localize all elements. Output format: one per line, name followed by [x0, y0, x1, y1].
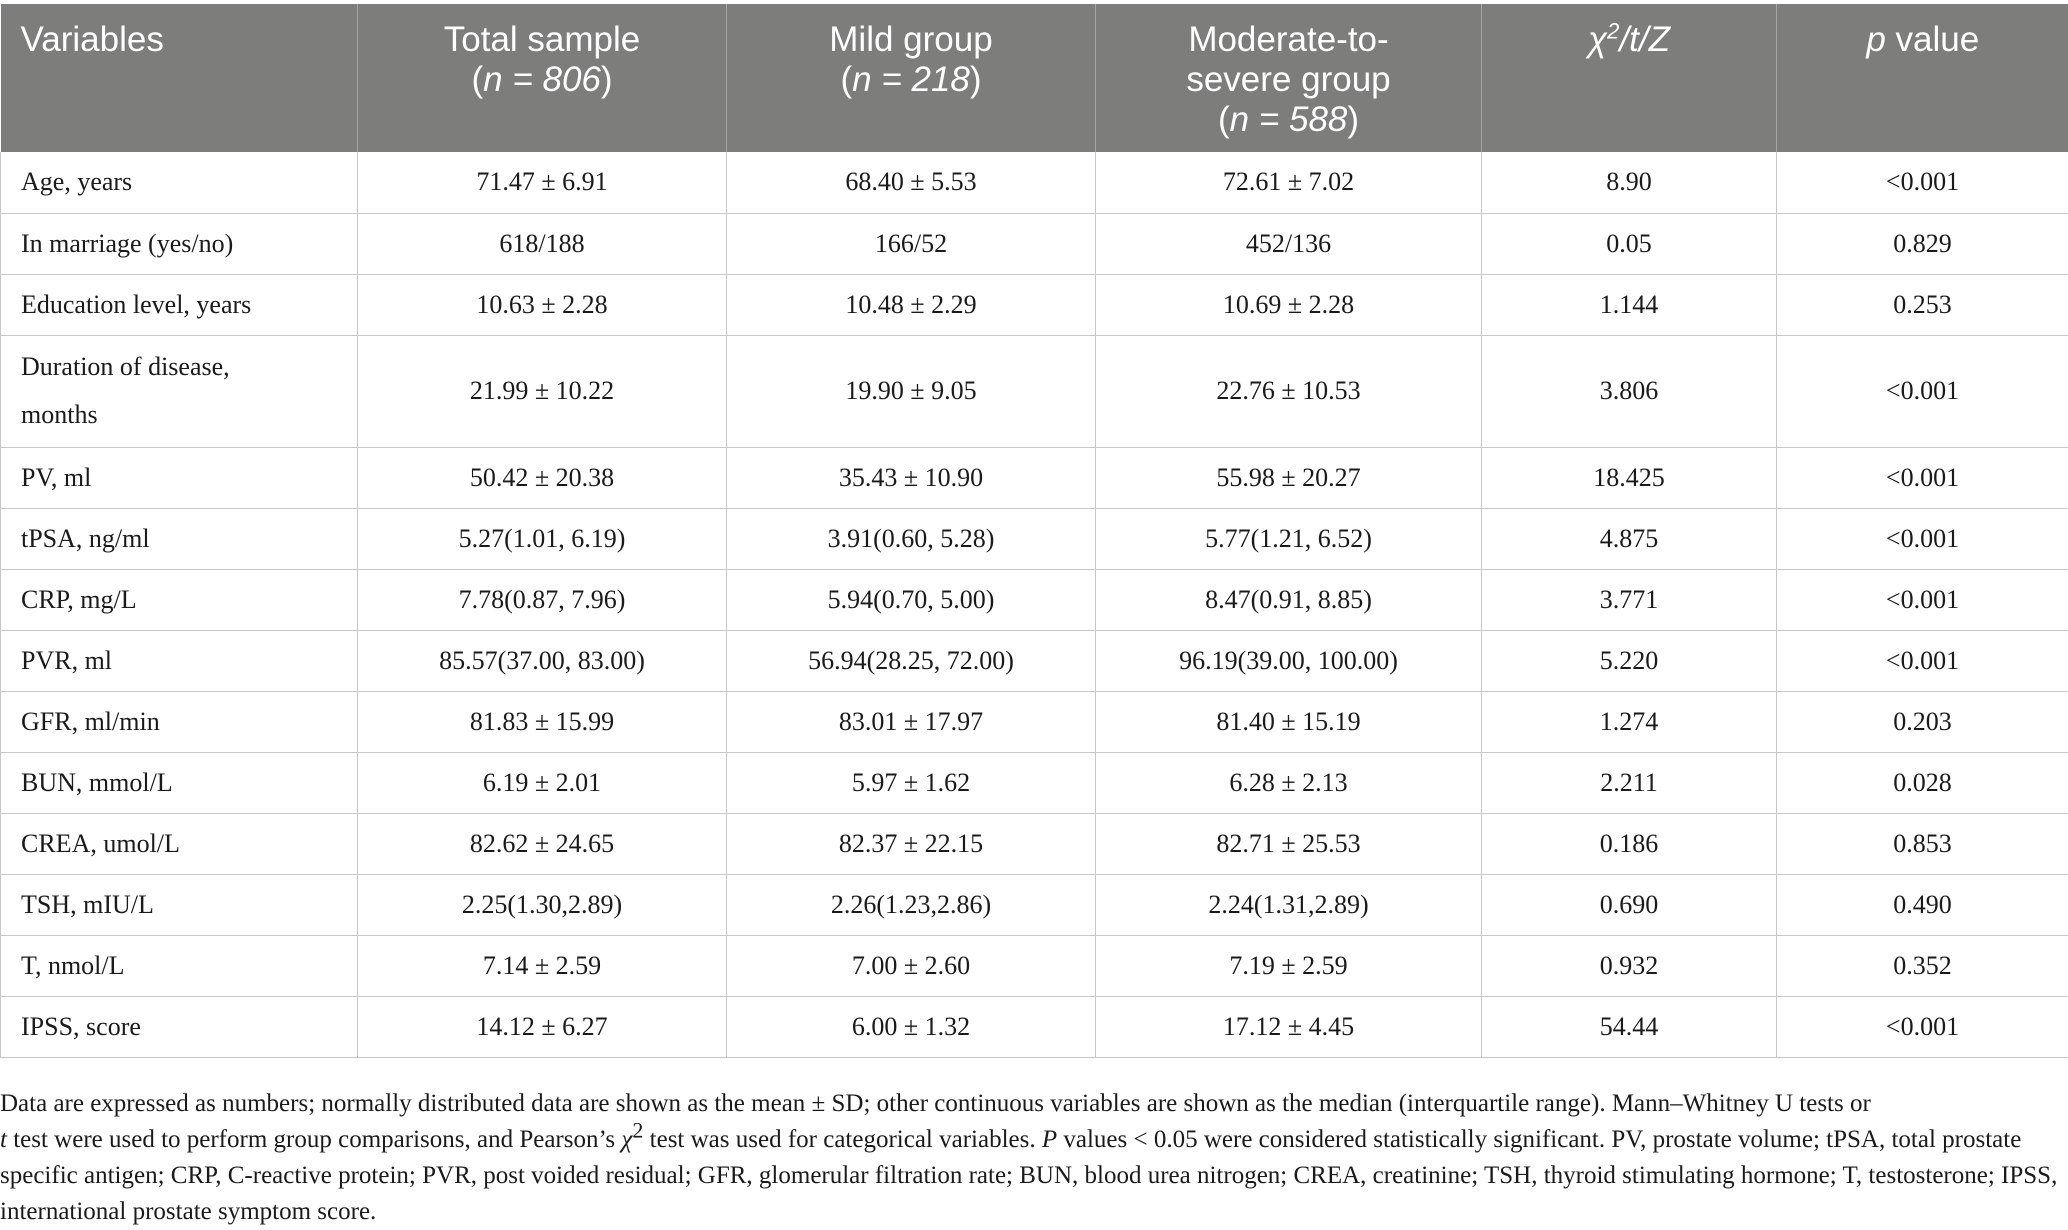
header-total-sample: Total sample (n = 806) — [358, 4, 727, 152]
table-cell: 0.186 — [1482, 813, 1777, 874]
row-label: PVR, ml — [1, 630, 358, 691]
table-row — [1, 213, 2068, 274]
table-cell: 5.77(1.21, 6.52) — [1096, 508, 1482, 569]
header-p-value: p value — [1777, 4, 2068, 152]
table-cell: 82.71 ± 25.53 — [1096, 813, 1482, 874]
table-cell: 3.771 — [1482, 569, 1777, 630]
data-table-container — [0, 4, 2068, 1058]
table-cell: 6.00 ± 1.32 — [727, 996, 1096, 1057]
table-cell: 72.61 ± 7.02 — [1096, 152, 1482, 213]
table-cell: 166/52 — [727, 213, 1096, 274]
table-row — [1, 813, 2068, 874]
table-cell: 7.78(0.87, 7.96) — [358, 569, 727, 630]
row-label: Education level, years — [1, 274, 358, 335]
table-cell: 0.028 — [1777, 752, 2068, 813]
table-cell: 35.43 ± 10.90 — [727, 447, 1096, 508]
table-cell: <0.001 — [1777, 447, 2068, 508]
table-cell: 0.203 — [1777, 691, 2068, 752]
table-cell: 17.12 ± 4.45 — [1096, 996, 1482, 1057]
table-cell: <0.001 — [1777, 630, 2068, 691]
table-cell: 5.97 ± 1.62 — [727, 752, 1096, 813]
table-cell: 8.47(0.91, 8.85) — [1096, 569, 1482, 630]
table-cell: <0.001 — [1777, 152, 2068, 213]
table-cell: 19.90 ± 9.05 — [727, 335, 1096, 447]
table-cell: 10.63 ± 2.28 — [358, 274, 727, 335]
table-cell: 85.57(37.00, 83.00) — [358, 630, 727, 691]
table-row — [1, 152, 2068, 213]
table-cell: 50.42 ± 20.38 — [358, 447, 727, 508]
table-cell: 10.48 ± 2.29 — [727, 274, 1096, 335]
table-cell: 2.211 — [1482, 752, 1777, 813]
table-cell: 82.37 ± 22.15 — [727, 813, 1096, 874]
table-cell: <0.001 — [1777, 335, 2068, 447]
table-row — [1, 691, 2068, 752]
table-cell: 0.253 — [1777, 274, 2068, 335]
table-cell: 8.90 — [1482, 152, 1777, 213]
table-cell: 0.05 — [1482, 213, 1777, 274]
table-cell: 7.19 ± 2.59 — [1096, 935, 1482, 996]
table-cell: 55.98 ± 20.27 — [1096, 447, 1482, 508]
table-row — [1, 752, 2068, 813]
table-cell: 4.875 — [1482, 508, 1777, 569]
row-label: In marriage (yes/no) — [1, 213, 358, 274]
table-cell: 83.01 ± 17.97 — [727, 691, 1096, 752]
table-cell: 5.94(0.70, 5.00) — [727, 569, 1096, 630]
table-row — [1, 996, 2068, 1057]
row-label: Age, years — [1, 152, 358, 213]
header-variables: Variables — [1, 4, 358, 152]
table-cell: 82.62 ± 24.65 — [358, 813, 727, 874]
table-cell: 21.99 ± 10.22 — [358, 335, 727, 447]
table-header-row — [1, 4, 2068, 152]
table-cell: 0.829 — [1777, 213, 2068, 274]
row-label: BUN, mmol/L — [1, 752, 358, 813]
header-mild-group: Mild group (n = 218) — [727, 4, 1096, 152]
table-cell: 68.40 ± 5.53 — [727, 152, 1096, 213]
table-cell: 3.91(0.60, 5.28) — [727, 508, 1096, 569]
table-cell: 0.690 — [1482, 874, 1777, 935]
data-table — [0, 4, 2068, 1058]
table-row — [1, 874, 2068, 935]
table-cell: 7.00 ± 2.60 — [727, 935, 1096, 996]
table-row — [1, 630, 2068, 691]
table-cell: 14.12 ± 6.27 — [358, 996, 727, 1057]
table-row — [1, 935, 2068, 996]
table-cell: 0.853 — [1777, 813, 2068, 874]
table-cell: 22.76 ± 10.53 — [1096, 335, 1482, 447]
table-cell: 2.26(1.23,2.86) — [727, 874, 1096, 935]
row-label: TSH, mIU/L — [1, 874, 358, 935]
table-cell: 0.352 — [1777, 935, 2068, 996]
row-label: T, nmol/L — [1, 935, 358, 996]
table-cell: 6.19 ± 2.01 — [358, 752, 727, 813]
table-cell: 81.40 ± 15.19 — [1096, 691, 1482, 752]
table-cell: 1.144 — [1482, 274, 1777, 335]
table-cell: 10.69 ± 2.28 — [1096, 274, 1482, 335]
table-row — [1, 569, 2068, 630]
table-cell: <0.001 — [1777, 569, 2068, 630]
table-cell: 6.28 ± 2.13 — [1096, 752, 1482, 813]
table-cell: 2.24(1.31,2.89) — [1096, 874, 1482, 935]
row-label: CREA, umol/L — [1, 813, 358, 874]
table-cell: <0.001 — [1777, 996, 2068, 1057]
row-label: tPSA, ng/ml — [1, 508, 358, 569]
row-label: GFR, ml/min — [1, 691, 358, 752]
table-cell: 5.220 — [1482, 630, 1777, 691]
row-label: CRP, mg/L — [1, 569, 358, 630]
table-cell: 81.83 ± 15.99 — [358, 691, 727, 752]
table-footnote: Data are expressed as numbers; normally distributed data are shown as the mean ± SD; other continuous variables are shown as the median (interquartile range). Mann–Whitney U tests or t test were used to perform group comparisons, and Pearson’s χ2 test was used for categorical variables. P values < 0.05 were considered statistically significant. PV, prostate volume; tPSA, total prostate specific antigen; CRP, C-reactive protein; PVR, post voided residual; GFR, glomerular filtration rate; BUN, blood urea nitrogen; CREA, creatinine; TSH, thyroid stimulating hormone; T, testosterone; IPSS, international prostate symptom score. — [0, 1090, 2058, 1225]
table-row — [1, 274, 2068, 335]
table-cell: 7.14 ± 2.59 — [358, 935, 727, 996]
table-cell: 18.425 — [1482, 447, 1777, 508]
table-cell: 54.44 — [1482, 996, 1777, 1057]
row-label: Duration of disease, months — [1, 335, 358, 447]
row-label: PV, ml — [1, 447, 358, 508]
table-cell: 5.27(1.01, 6.19) — [358, 508, 727, 569]
table-cell: 3.806 — [1482, 335, 1777, 447]
header-moderate-severe-group: Moderate-to- severe group (n = 588) — [1096, 4, 1482, 152]
table-cell: 618/188 — [358, 213, 727, 274]
table-cell: 56.94(28.25, 72.00) — [727, 630, 1096, 691]
table-cell: 96.19(39.00, 100.00) — [1096, 630, 1482, 691]
table-cell: 0.490 — [1777, 874, 2068, 935]
table-cell: 1.274 — [1482, 691, 1777, 752]
table-cell: 0.932 — [1482, 935, 1777, 996]
table-cell: 2.25(1.30,2.89) — [358, 874, 727, 935]
header-test-statistic: $\chi^2/t/Z$ — [1482, 4, 1777, 152]
table-cell: 71.47 ± 6.91 — [358, 152, 727, 213]
row-label: IPSS, score — [1, 996, 358, 1057]
table-row — [1, 335, 2068, 447]
table-cell: <0.001 — [1777, 508, 2068, 569]
table-cell: 452/136 — [1096, 213, 1482, 274]
table-row — [1, 447, 2068, 508]
table-row — [1, 508, 2068, 569]
